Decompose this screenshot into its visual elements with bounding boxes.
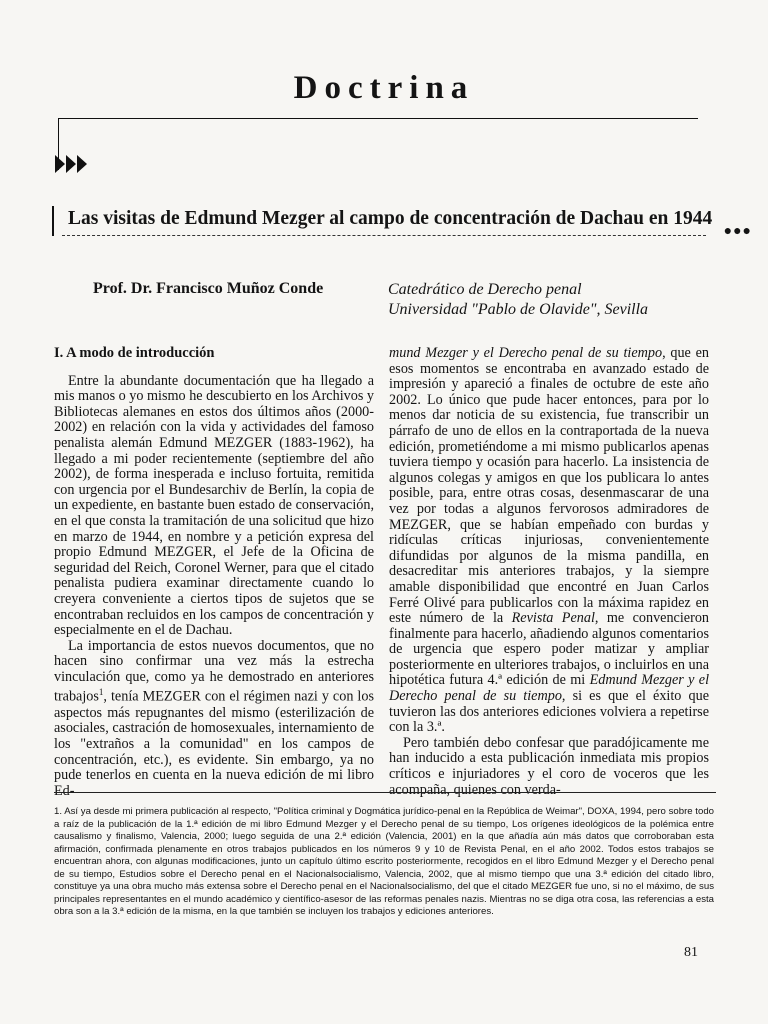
paragraph-3: mund Mezger y el Derecho penal de su tiempo, que en esos momentos se encontraba en avanzado estado de impresión y apareció a finales de octubre de este año 2002. Lo único que pude hacer entonces, para por lo menos dar noticia de su existencia, fue transcribir un párrafo de uno de ellos en la contraportada de la nueva edición, prometiéndome a mi mismo publicarlos apenas tuviera tiempo y ocasión para hacerlo. La insistencia de algunos colegas y amigos en que los publicara lo antes posible, para, entre otras cosas, desenmascarar de una vez por todas a algunos fervorosos admiradores de MEZGER, que se habían empeñado con burdas y ridículas críticas injuriosas, convenientemente difundidas por algunos de la misma pandilla, en desacreditar mis anteriores trabajos, y la siempre amable disponibilidad que encontré en Juan Carlos Ferré Olivé para publicarlos con la máxima rapidez en este número de la Revista Penal, me convencieron finalmente para hacerlo, añadiendo algunos comentarios de urgencia que espero poder matizar y ampliar posteriormente en ulteriores trabajos, o incluirlos en una hipotética futura 4.ª edición de mi Edmund Mezger y el Derecho penal de su tiempo, si es que el éxito que tuvieron las dos anteriores ediciones volviera a repetirse con la 3.ª. bbox=[389, 345, 710, 736]
title-left-bar bbox=[52, 206, 54, 236]
article-title: Las visitas de Edmund Mezger al campo de concentración de Dachau en 1944 bbox=[68, 208, 713, 229]
page-number: 81 bbox=[684, 945, 698, 960]
triple-arrow-icon bbox=[55, 155, 88, 173]
section-title: Doctrina bbox=[293, 70, 475, 106]
paragraph-4: Pero también debo confesar que paradójicamente me han inducido a esta publicación inmediata mis propios críticos e injuriadores y el coro de voceros que les acompaña, quienes con verda- bbox=[389, 734, 709, 798]
affiliation-line-2: Universidad "Pablo de Olavide", Sevilla bbox=[388, 301, 649, 318]
section-heading: I. A modo de introducción bbox=[54, 345, 215, 361]
affiliation-line-1: Catedrático de Derecho penal bbox=[388, 281, 582, 298]
author-affiliation bbox=[388, 280, 648, 320]
title-underline bbox=[62, 235, 706, 236]
footnote-separator bbox=[54, 792, 716, 793]
author-name: Prof. Dr. Francisco Muñoz Conde bbox=[93, 280, 324, 297]
right-column bbox=[389, 346, 709, 798]
footnote-1: 1. Así ya desde mi primera publicación al respecto, "Política criminal y Dogmática jurídico-penal en la República de Weimar", DOXA, 1994, pero sobre todo a raíz de la publicación de la 1.ª edición de mi libro Edmund Mezger y el Derecho penal de su tiempo, Los orígenes ideológicos de la polémica entre causalismo y finalismo, Valencia, 2000; luego seguida de una 2.ª edición (Valencia, 2001) en la que añadía aún más datos que corroboraban esta afirmación, confirmada plenamente en otros trabajos publicados en los números 9 y 10 de Revista Penal, en el año 2002. Todos estos trabajos se encuentran ahora, con algunas modificaciones, junto un capítulo último escrito posteriormente, recogidos en el libro Edmund Mezger y el Derecho penal de su tiempo, Estudios sobre el Derecho penal en el Nacionalsocialismo, Valencia, 2002, que al mismo tiempo que una 3.ª edición del citado libro, constituye ya una obra mucho más extensa sobre el Derecho penal en el Nacionalsocialismo, del que el citado MEZGER fue uno, si no el máximo, de sus principales representantes en el mundo académico y científico-asesor de las reformas penales nazis. Mientras no se diga otra cosa, las referencias a esta obra son a la 3.ª edición de la misma, en la que también se incluyen los trabajos y ediciones anteriores. bbox=[54, 806, 714, 917]
ellipsis-dots-icon: ●●● bbox=[723, 224, 752, 239]
frame-top-rule bbox=[58, 118, 698, 119]
left-column bbox=[54, 346, 374, 799]
paragraph-2: La importancia de estos nuevos documentos, que no hacen sino confirmar una vez más la estrecha vinculación que, como ya he demostrado en anteriores trabajos$^1$, tenía MEZGER con el régimen nazi y con los aspectos más repugnantes del mismo (esterilización de asociales, castración de homosexuales, internamiento de los "extraños a la comunidad" en los campos de concentración, etc.), es evidente. Sin embargo, ya no pude tenerlos en cuenta en la nueva edición de mi libro Ed- bbox=[54, 637, 374, 799]
article-title-block bbox=[52, 206, 752, 238]
paragraph-1: Entre la abundante documentación que ha llegado a mis manos o yo mismo he descubierto en los Archivos y Bibliotecas alemanes en estos dos últimos años (2000-2002) en relación con la vida y actividades del famoso penalista alemán Edmund MEZGER (1883-1962), ha llegado a mi poder recientemente (septiembre del año 2002), de forma inesperada e incluso fortuita, remitida con urgencia por el Bundesarchiv de Berlín, la copia de un expediente, en bastante buen estado de conservación, en el que consta la tramitación de una solicitud que hizo en marzo de 1944, en nombre y a petición expresa del propio Edmund MEZGER, el Jefe de la Oficina de seguridad del Reich, Coronel Werner, para que el citado penalista pudiera examinar directamente cuando lo creyera conveniente a ciertos tipos de sujetos que se encontraban recluidos en los campos de concentración y especialmente en el de Dachau. bbox=[54, 372, 374, 639]
footnote-ref[interactable]: 1 bbox=[98, 687, 104, 698]
